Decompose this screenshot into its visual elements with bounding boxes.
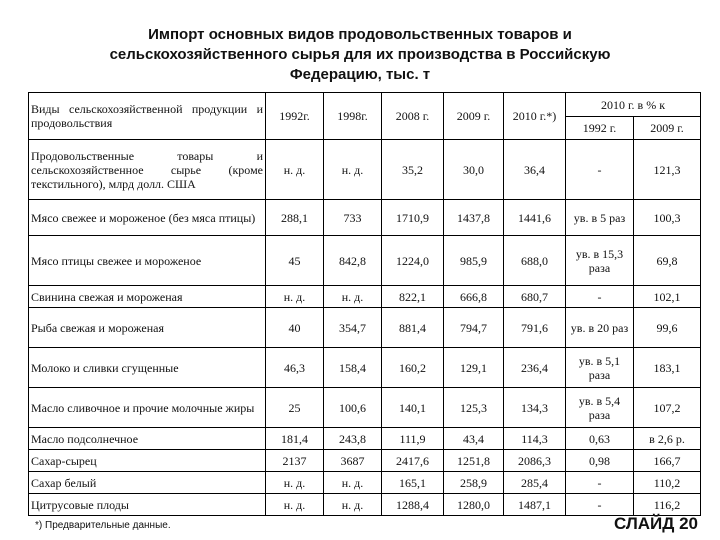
value-cell: 842,8 (324, 236, 382, 286)
header-year: 1992г. (266, 93, 324, 140)
table-row (29, 286, 701, 308)
row-label: Сахар белый (29, 472, 266, 494)
percent-cell: 99,6 (634, 308, 701, 348)
value-cell: 3687 (324, 450, 382, 472)
value-cell: 1251,8 (444, 450, 504, 472)
table-row (29, 450, 701, 472)
percent-cell: - (566, 472, 634, 494)
row-label: Рыба свежая и мороженая (29, 308, 266, 348)
percent-cell: 166,7 (634, 450, 701, 472)
header-year: 2009 г. (444, 93, 504, 140)
table-row (29, 236, 701, 286)
value-cell: 1710,9 (382, 200, 444, 236)
row-label: Цитрусовые плоды (29, 494, 266, 516)
value-cell: 258,9 (444, 472, 504, 494)
value-cell: 985,9 (444, 236, 504, 286)
table-header (29, 93, 701, 140)
value-cell: 46,3 (266, 348, 324, 388)
percent-cell: - (566, 140, 634, 200)
table-body (29, 140, 701, 516)
header-percent-col: 1992 г. (566, 117, 634, 140)
value-cell: 680,7 (504, 286, 566, 308)
percent-cell: 107,2 (634, 388, 701, 428)
value-cell: 791,6 (504, 308, 566, 348)
value-cell: 288,1 (266, 200, 324, 236)
header-year: 2010 г.*) (504, 93, 566, 140)
value-cell: н. д. (324, 140, 382, 200)
percent-cell: 102,1 (634, 286, 701, 308)
value-cell: н. д. (324, 472, 382, 494)
value-cell: 40 (266, 308, 324, 348)
value-cell: 354,7 (324, 308, 382, 348)
value-cell: 666,8 (444, 286, 504, 308)
value-cell: 160,2 (382, 348, 444, 388)
value-cell: 1288,4 (382, 494, 444, 516)
table-row (29, 428, 701, 450)
table-row (29, 472, 701, 494)
row-label: Мясо птицы свежее и мороженое (29, 236, 266, 286)
value-cell: 114,3 (504, 428, 566, 450)
slide-label: СЛАЙД 20 (613, 514, 698, 533)
value-cell: н. д. (266, 494, 324, 516)
value-cell: 43,4 (444, 428, 504, 450)
percent-cell: - (566, 494, 634, 516)
value-cell: 181,4 (266, 428, 324, 450)
percent-cell: 69,8 (634, 236, 701, 286)
value-cell: 1224,0 (382, 236, 444, 286)
value-cell: 165,1 (382, 472, 444, 494)
row-label: Мясо свежее и мороженое (без мяса птицы) (29, 200, 266, 236)
percent-cell: 110,2 (634, 472, 701, 494)
row-label: Сахар-сырец (29, 450, 266, 472)
percent-cell: ув. в 5,1 раза (566, 348, 634, 388)
row-label: Молоко и сливки сгущенные (29, 348, 266, 388)
percent-cell: 121,3 (634, 140, 701, 200)
value-cell: 25 (266, 388, 324, 428)
value-cell: 243,8 (324, 428, 382, 450)
percent-cell: 183,1 (634, 348, 701, 388)
percent-cell: ув. в 20 раз (566, 308, 634, 348)
footnote: *) Предварительные данные. (35, 520, 171, 531)
table-row (29, 494, 701, 516)
value-cell: 134,3 (504, 388, 566, 428)
table-row (29, 200, 701, 236)
value-cell: н. д. (266, 140, 324, 200)
value-cell: 1280,0 (444, 494, 504, 516)
value-cell: н. д. (266, 286, 324, 308)
percent-cell: 0,63 (566, 428, 634, 450)
value-cell: н. д. (266, 472, 324, 494)
percent-cell: 100,3 (634, 200, 701, 236)
value-cell: 285,4 (504, 472, 566, 494)
value-cell: 158,4 (324, 348, 382, 388)
value-cell: 129,1 (444, 348, 504, 388)
percent-cell: 116,2 (634, 494, 701, 516)
header-percent-group: 2010 г. в % к (566, 93, 701, 117)
table-row (29, 308, 701, 348)
value-cell: 733 (324, 200, 382, 236)
table-row (29, 388, 701, 428)
value-cell: 881,4 (382, 308, 444, 348)
value-cell: 2417,6 (382, 450, 444, 472)
value-cell: 100,6 (324, 388, 382, 428)
value-cell: н. д. (324, 286, 382, 308)
percent-cell: - (566, 286, 634, 308)
table-row (29, 348, 701, 388)
value-cell: н. д. (324, 494, 382, 516)
row-label: Продовольственные товары и сельскохозяйственное сырье (кроме текстильного), млрд долл. США (29, 140, 266, 200)
title-line: Импорт основных видов продовольственных товаров и (148, 26, 572, 43)
value-cell: 688,0 (504, 236, 566, 286)
import-table (28, 92, 701, 516)
value-cell: 125,3 (444, 388, 504, 428)
row-label: Свинина свежая и мороженая (29, 286, 266, 308)
value-cell: 30,0 (444, 140, 504, 200)
header-year: 1998г. (324, 93, 382, 140)
percent-cell: ув. в 5 раз (566, 200, 634, 236)
value-cell: 1487,1 (504, 494, 566, 516)
table-row (29, 140, 701, 200)
value-cell: 36,4 (504, 140, 566, 200)
percent-cell: ув. в 5,4 раза (566, 388, 634, 428)
percent-cell: в 2,6 р. (634, 428, 701, 450)
percent-cell: ув. в 15,3 раза (566, 236, 634, 286)
value-cell: 1441,6 (504, 200, 566, 236)
value-cell: 111,9 (382, 428, 444, 450)
value-cell: 2086,3 (504, 450, 566, 472)
row-label: Масло подсолнечное (29, 428, 266, 450)
header-percent-col: 2009 г. (634, 117, 701, 140)
value-cell: 2137 (266, 450, 324, 472)
value-cell: 794,7 (444, 308, 504, 348)
title-line: Федерацию, тыс. т (289, 66, 431, 83)
value-cell: 1437,8 (444, 200, 504, 236)
percent-cell: 0,98 (566, 450, 634, 472)
row-label: Масло сливочное и прочие молочные жиры (29, 388, 266, 428)
page-title (60, 25, 660, 85)
value-cell: 140,1 (382, 388, 444, 428)
title-line: сельскохозяйственного сырья для их производства в Российскую (109, 46, 611, 63)
header-name: Виды сельскохозяйственной продукции и продовольствия (29, 93, 266, 140)
value-cell: 35,2 (382, 140, 444, 200)
value-cell: 45 (266, 236, 324, 286)
value-cell: 822,1 (382, 286, 444, 308)
value-cell: 236,4 (504, 348, 566, 388)
header-year: 2008 г. (382, 93, 444, 140)
